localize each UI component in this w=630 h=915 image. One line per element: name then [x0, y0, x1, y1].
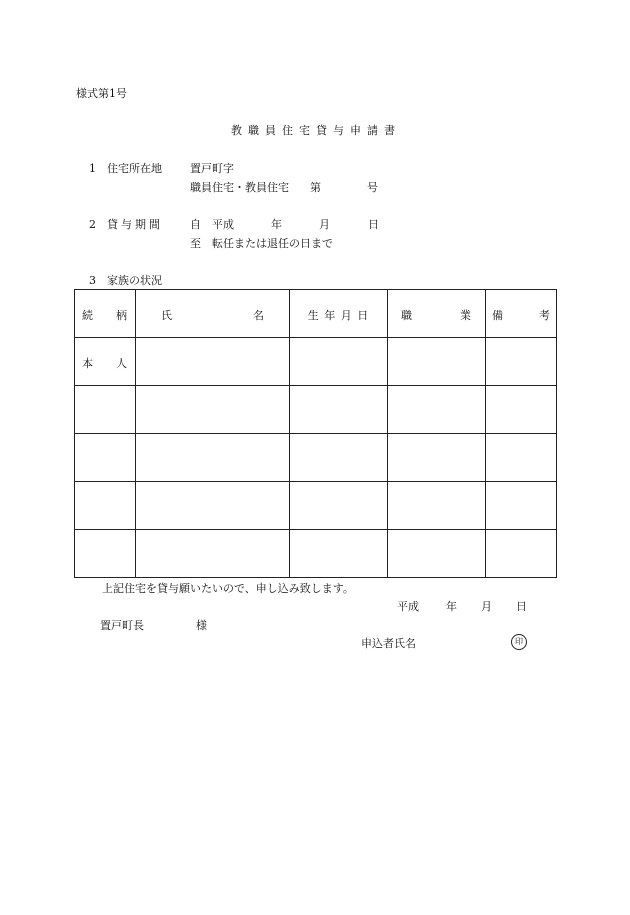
relation-cell[interactable]: [75, 434, 136, 482]
header-name: 氏 名: [136, 290, 290, 338]
section1-housing-type: 職員住宅・教員住宅: [190, 181, 289, 194]
section3-label: 家族の状況: [107, 274, 162, 287]
table-row: [75, 386, 557, 434]
section2-month: 月: [319, 218, 330, 231]
remarks-cell[interactable]: [486, 338, 557, 386]
section2-era: 平成: [212, 218, 234, 231]
date-month: 月: [481, 600, 492, 613]
relation-cell[interactable]: 本 人: [75, 338, 136, 386]
table-row: [75, 434, 557, 482]
header-remarks: 備 考: [486, 290, 557, 338]
section1-go: 号: [367, 181, 378, 194]
occupation-cell[interactable]: [388, 530, 486, 578]
family-table: [74, 289, 557, 578]
table-row: [75, 482, 557, 530]
relation-cell[interactable]: [75, 482, 136, 530]
section2-from-label: 自: [190, 218, 201, 231]
occupation-cell[interactable]: [388, 338, 486, 386]
date-day: 日: [516, 600, 527, 613]
birthdate-cell[interactable]: [290, 482, 388, 530]
addressee-name: 置戸町長: [100, 619, 144, 632]
remarks-cell[interactable]: [486, 386, 557, 434]
section2-day: 日: [368, 218, 379, 231]
date-year: 年: [446, 600, 457, 613]
applicant-label: 申込者氏名: [361, 637, 416, 650]
section2-year: 年: [271, 218, 282, 231]
remarks-cell[interactable]: [486, 482, 557, 530]
section2-number: 2: [89, 218, 96, 231]
relation-cell[interactable]: [75, 530, 136, 578]
birthdate-cell[interactable]: [290, 530, 388, 578]
name-cell[interactable]: [136, 386, 290, 434]
occupation-cell[interactable]: [388, 482, 486, 530]
remarks-cell[interactable]: [486, 530, 557, 578]
page-title: 教職員住宅貸与申請書: [231, 124, 401, 137]
birthdate-cell[interactable]: [290, 434, 388, 482]
birthdate-cell[interactable]: [290, 338, 388, 386]
section1-value-line1: 置戸町字: [190, 162, 234, 175]
section2-to-text: 転任または退任の日まで: [212, 237, 333, 250]
section2-to-label: 至: [190, 237, 201, 250]
table-header-row: [75, 290, 557, 338]
occupation-cell[interactable]: [388, 434, 486, 482]
table-row: [75, 530, 557, 578]
name-cell[interactable]: [136, 338, 290, 386]
section1-label: 住宅所在地: [107, 162, 162, 175]
table-row: [75, 338, 557, 386]
remarks-cell[interactable]: [486, 434, 557, 482]
name-cell[interactable]: [136, 434, 290, 482]
header-relation: 続 柄: [75, 290, 136, 338]
date-era: 平成: [397, 600, 419, 613]
name-cell[interactable]: [136, 530, 290, 578]
occupation-cell[interactable]: [388, 386, 486, 434]
section1-number: 1: [89, 162, 96, 175]
birthdate-cell[interactable]: [290, 386, 388, 434]
name-cell[interactable]: [136, 482, 290, 530]
addressee-honorific: 様: [196, 619, 207, 632]
section3-number: 3: [89, 274, 96, 287]
section2-label: 貸与期間: [107, 218, 163, 231]
section1-dai: 第: [310, 181, 321, 194]
relation-cell[interactable]: [75, 386, 136, 434]
declaration-text: 上記住宅を貸与願いたいので、申し込み致します。: [102, 582, 354, 595]
seal-mark: 印: [511, 634, 527, 650]
header-birthdate: 生 年 月 日: [290, 290, 388, 338]
form-number: 様式第1号: [76, 87, 127, 100]
header-occupation: 職 業: [388, 290, 486, 338]
